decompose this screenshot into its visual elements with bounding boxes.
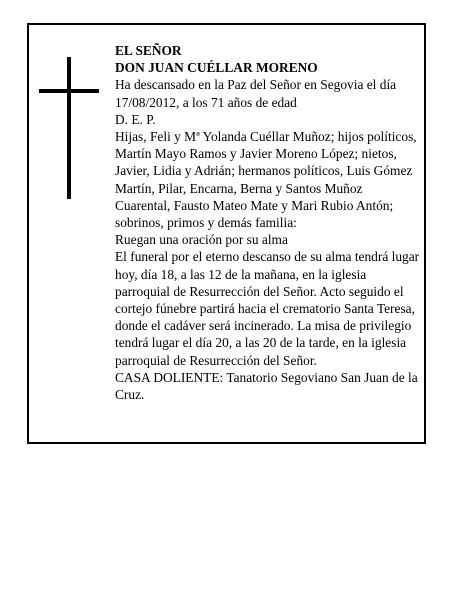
- funeral-details: El funeral por el eterno descanso de su alma tendrá lugar hoy, día 18, a las 12 de la mañana, en la iglesia parroquial de Resurrección del Señor. Acto seguido el cortejo fúnebre partirá hacia el crematorio Santa Teresa, donde el cadáver será incinerado. La misa de privilegio tendrá lugar el día 20, a las 20 de la tarde, en la iglesia parroquial de Resurrección del Señor.: [115, 249, 420, 368]
- cross-horizontal-bar: [39, 89, 99, 93]
- notice-body: [115, 42, 421, 403]
- cross-icon: [39, 57, 99, 199]
- cross-vertical-bar: [67, 57, 71, 199]
- obituary-notice: [27, 23, 426, 444]
- deceased-name: DON JUAN CUÉLLAR MORENO: [115, 60, 318, 76]
- notice-title: EL SEÑOR: [115, 43, 182, 58]
- casa-doliente: CASA DOLIENTE: Tanatorio Segoviano San Juan de la Cruz.: [115, 369, 418, 403]
- family-list: Hijas, Feli y Mª Yolanda Cuéllar Muñoz; hijos políticos, Martín Mayo Ramos y Javier Moreno López; nietos, Javier, Lidia y Adrián; hermanos políticos, Luis Gómez Martín, Pilar, Encarna, Berna y Santos Muñoz Cuarental, Fausto Mateo Mate y Mari Rubio Antón; sobrinos, primos y demás familia:: [115, 129, 417, 231]
- dep-abbreviation: D. E. P.: [115, 111, 156, 127]
- death-statement: Ha descansado en la Paz del Señor en Segovia el día 17/08/2012, a los 71 años de edad: [115, 77, 397, 110]
- prayer-request: Ruegan una oración por su alma: [115, 232, 288, 248]
